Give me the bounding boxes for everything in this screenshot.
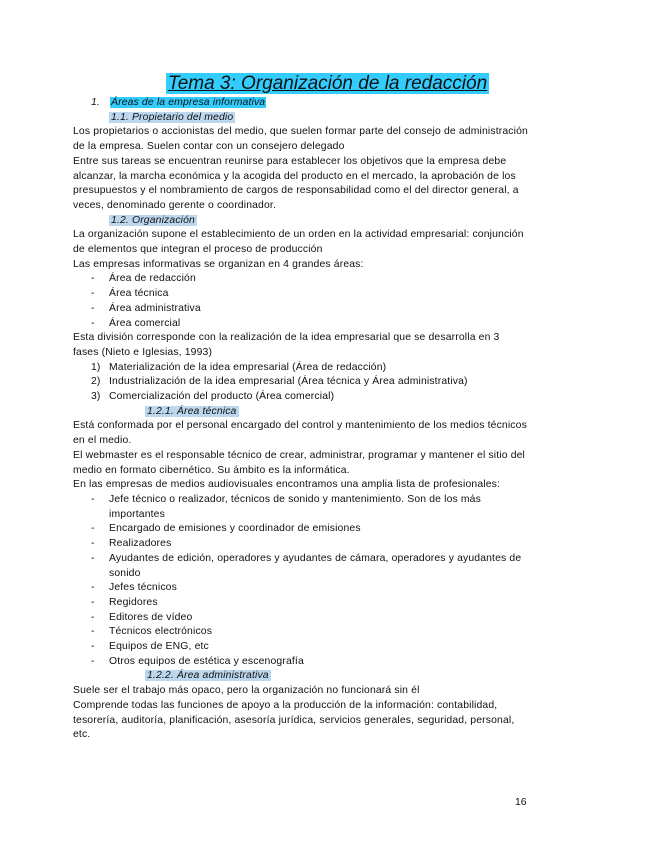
- phases-list: [73, 361, 528, 405]
- subsection-title: 1.2. Organización: [111, 214, 195, 226]
- list-item: - Área comercial: [73, 317, 528, 332]
- list-item: - Editores de vídeo: [73, 611, 528, 626]
- list-item: - Área administrativa: [73, 302, 528, 317]
- list-item: [73, 361, 528, 376]
- list-item: - Equipos de ENG, etc: [73, 640, 528, 655]
- list-item: - Realizadores: [73, 537, 528, 552]
- list-item: [73, 390, 528, 405]
- list-item: - Otros equipos de estética y escenografía: [73, 655, 528, 670]
- subsection-heading-1-2: [73, 214, 528, 229]
- section-heading-1: [73, 96, 528, 111]
- paragraph: El webmaster es el responsable técnico de crear, administrar, programar y mantener el sitio del medio en formato cibernético. Su ámbito es la informática.: [73, 449, 526, 476]
- list-text: Industrialización de la idea empresarial (Área técnica y Área administrativa): [109, 376, 468, 388]
- subsection-heading-1-2-2: [73, 669, 528, 684]
- paragraph: Entre sus tareas se encuentran reunirse para establecer los objetivos que la empresa debe alcanzar, la marcha económica y la acogida del producto en el mercado, la aprobación de los presupuestos y el nombramiento de cargos de responsabilidad como el del director general, a veces, denominado gerente o coordinador.: [73, 155, 519, 211]
- list-item: - Área de redacción: [73, 272, 528, 287]
- paragraph: Las empresas informativas se organizan en 4 grandes áreas:: [73, 258, 364, 270]
- document-title-container: [0, 72, 655, 96]
- list-item: - Jefe técnico o realizador, técnicos de sonido y mantenimiento. Son de los más importantes: [73, 493, 528, 522]
- list-number: 3): [91, 391, 101, 403]
- list-item: [73, 375, 528, 390]
- paragraph: Está conformada por el personal encargado del control y mantenimiento de los medios técnicos en el medio.: [73, 420, 527, 447]
- paragraph: Esta división corresponde con la realización de la idea empresarial que se desarrolla en 3 fases (Nieto e Iglesias, 1993): [73, 332, 500, 358]
- paragraph: Suele ser el trabajo más opaco, pero la organización no funcionará sin él: [73, 685, 420, 697]
- paragraph: Los propietarios o accionistas del medio, que suelen formar parte del consejo de administración de la empresa. Suelen contar con un consejero delegado: [73, 126, 528, 153]
- list-item: - Técnicos electrónicos: [73, 625, 528, 640]
- subsection-heading-1-1: [73, 111, 528, 126]
- areas-list: [73, 272, 528, 331]
- list-item: - Ayudantes de edición, operadores y ayudantes de cámara, operadores y ayudantes de sonido: [73, 552, 528, 581]
- page-number: 16: [515, 797, 527, 808]
- subsection-title: 1.2.1. Área técnica: [147, 405, 237, 417]
- paragraph: Comprende todas las funciones de apoyo a la producción de la información: contabilidad, tesorería, auditoría, planificación, asesoría jurídica, servicios generales, seguridad, personal, etc.: [73, 699, 515, 741]
- list-number: 2): [91, 376, 101, 388]
- paragraph: En las empresas de medios audiovisuales encontramos una amplia lista de profesionales:: [73, 479, 501, 491]
- list-text: Comercialización del producto (Área comercial): [109, 391, 335, 403]
- subsection-title: 1.2.2. Área administrativa: [147, 670, 269, 682]
- list-item: - Encargado de emisiones y coordinador de emisiones: [73, 522, 528, 537]
- list-item: - Regidores: [73, 596, 528, 611]
- list-item: - Área técnica: [73, 287, 528, 302]
- list-number: 1): [91, 361, 101, 373]
- document-title: Tema 3: Organización de la redacción: [167, 73, 488, 94]
- list-item: - Jefes técnicos: [73, 581, 528, 596]
- section-number: 1.: [91, 97, 100, 108]
- section-title: Áreas de la empresa informativa: [111, 97, 266, 108]
- professionals-list: [73, 493, 528, 669]
- document-body: [73, 96, 528, 743]
- subsection-title: 1.1. Propietario del medio: [111, 111, 234, 123]
- paragraph: La organización supone el establecimiento de un orden en la actividad empresarial: conjunción de elementos que integran el proceso de producción: [73, 229, 524, 256]
- subsection-heading-1-2-1: [73, 405, 528, 420]
- list-text: Materialización de la idea empresarial (Área de redacción): [109, 361, 387, 373]
